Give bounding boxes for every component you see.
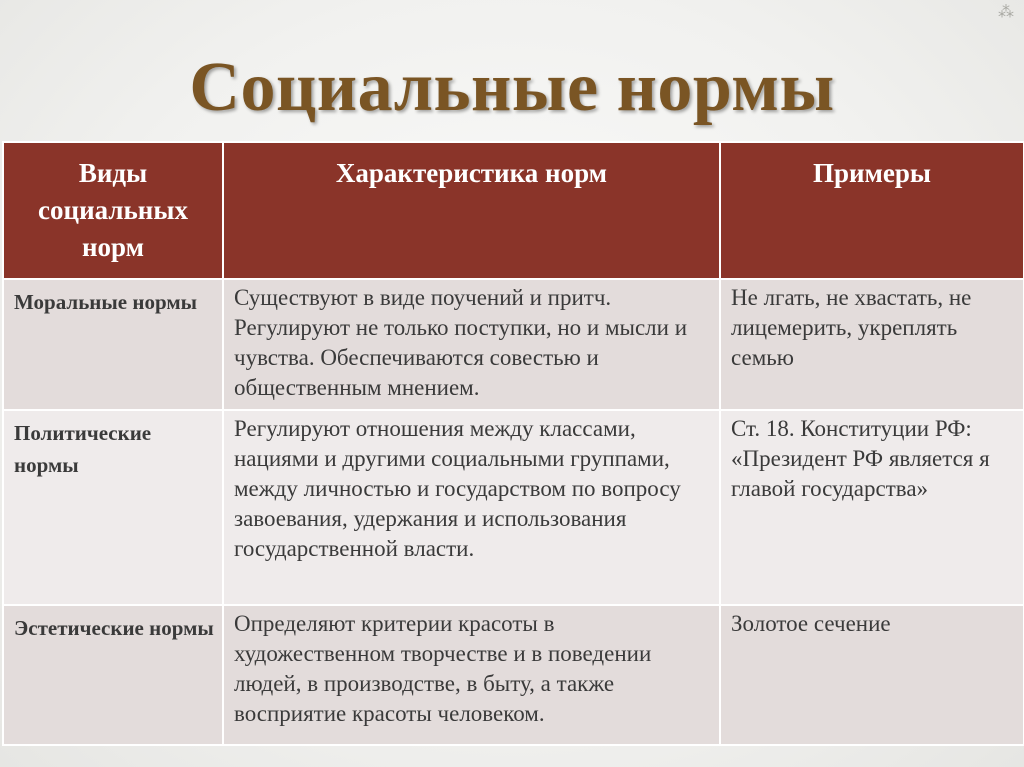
cell-examples: Золотое сечение bbox=[720, 605, 1024, 745]
norms-table bbox=[2, 141, 1024, 746]
cell-characteristic: Регулируют отношения между классами, нациями и другими социальными группами, между личностью и государством по вопросу завоевания, удержания и использования государственной власти. bbox=[223, 410, 720, 605]
cell-characteristic: Существуют в виде поучений и притч. Регулируют не только поступки, но и мысли и чувства. Обеспечиваются совестью и общественным мнением. bbox=[223, 279, 720, 410]
cell-examples: Не лгать, не хвастать, не лицемерить, укреплять семью bbox=[720, 279, 1024, 410]
header-norm-types: Виды социальных норм bbox=[3, 142, 223, 279]
cell-characteristic: Определяют критерии красоты в художественном творчестве и в поведении людей, в производстве, в быту, а также восприятие красоты человеком. bbox=[223, 605, 720, 745]
cell-norm-type: Политические нормы bbox=[3, 410, 223, 605]
corner-decoration-icon: ⁂ bbox=[998, 2, 1014, 21]
table-header-row bbox=[3, 142, 1024, 279]
table-row bbox=[3, 410, 1024, 605]
table-row bbox=[3, 279, 1024, 410]
cell-examples: Ст. 18. Конституции РФ: «Президент РФ является я главой государства» bbox=[720, 410, 1024, 605]
cell-norm-type: Эстетические нормы bbox=[3, 605, 223, 745]
header-examples: Примеры bbox=[720, 142, 1024, 279]
header-characteristic: Характеристика норм bbox=[223, 142, 720, 279]
norms-table-container bbox=[2, 141, 1023, 746]
slide-title: Социальные нормы bbox=[189, 49, 835, 126]
cell-norm-type: Моральные нормы bbox=[3, 279, 223, 410]
table-row bbox=[3, 605, 1024, 745]
